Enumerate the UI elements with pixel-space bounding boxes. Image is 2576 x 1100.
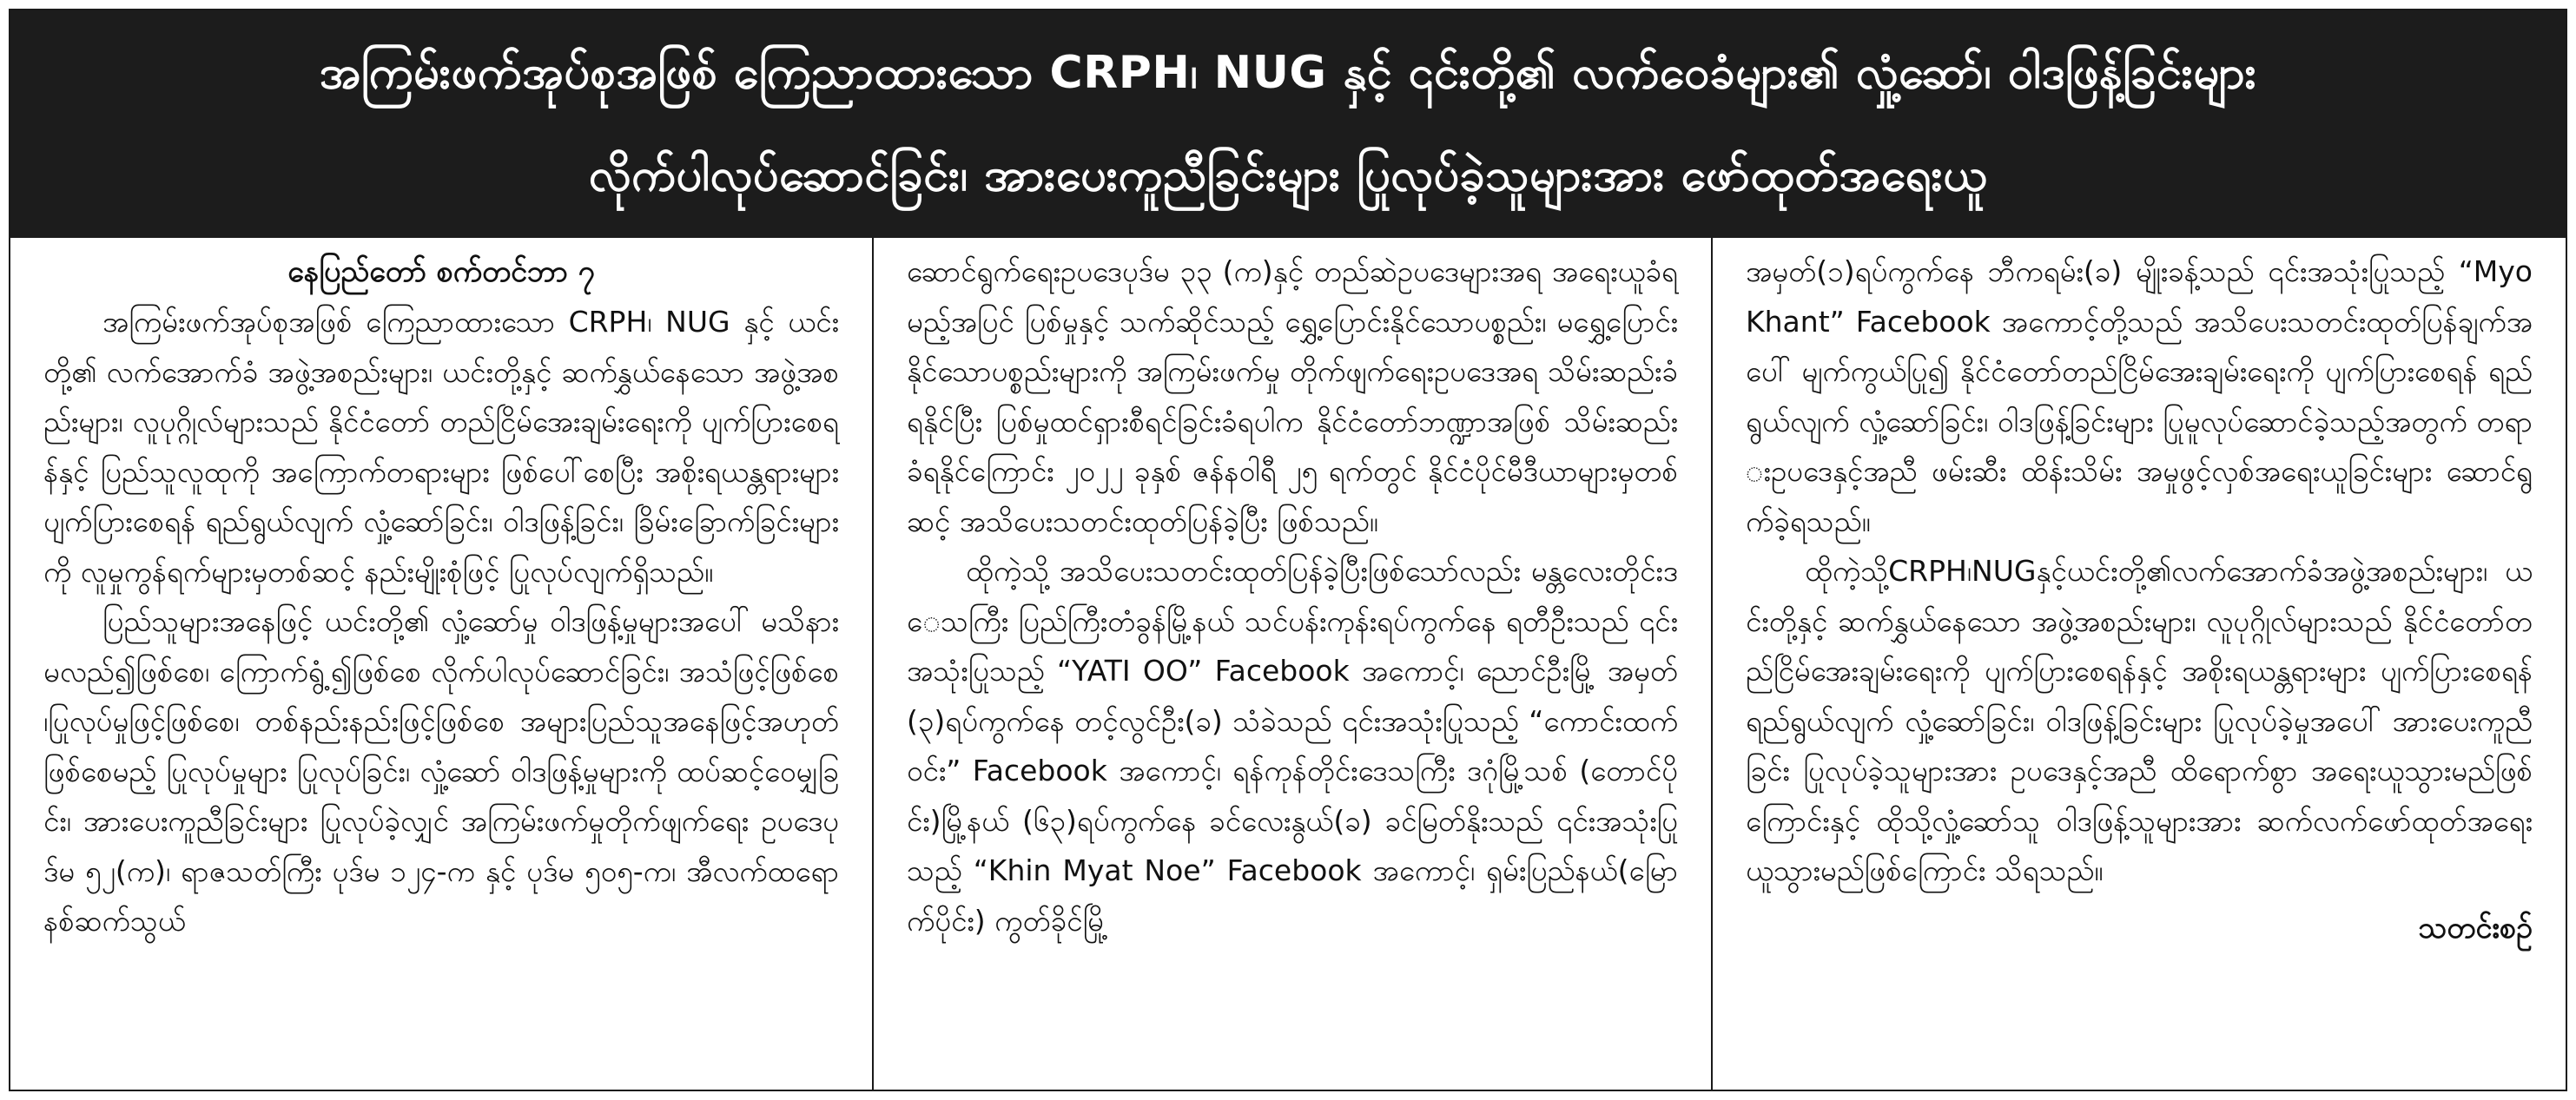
newspaper-clipping <box>9 9 2567 1091</box>
paragraph: ထိုကဲ့သို့ အသိပေးသတင်းထုတ်ပြန်ခဲ့ပြီးဖြစ်သော်လည်း မန္တလေးတိုင်းဒေသကြီး ပြည်ကြီးတံခွန်မြို့နယ် သင်ပန်းကုန်းရပ်ကွက်နေ ရတီဦးသည် ၎င်းအသုံးပြုသည့် “YATI OO” Facebook အကောင့်၊ ညောင်ဦးမြို့ အမှတ်(၃)ရပ်ကွက်နေ တင့်လွင်ဦး(ခ) သံခဲသည် ၎င်းအသုံးပြုသည့် “ကောင်းထက်ဝင်း” Facebook အကောင့်၊ ရန်ကုန်တိုင်းဒေသကြီး ဒဂုံမြို့သစ် (တောင်ပိုင်း)မြို့နယ် (၆၃)ရပ်ကွက်နေ ခင်လေးနွယ်(ခ) ခင်မြတ်နိုးသည် ၎င်းအသုံးပြုသည့် “Khin Myat Noe” Facebook အကောင့်၊ ရှမ်းပြည်နယ်(မြောက်ပိုင်း) ကွတ်ခိုင်မြို့ <box>907 554 1678 938</box>
paragraph-continued: အမှတ်(၁)ရပ်ကွက်နေ ဘီကရမ်း(ခ) မျိုးခန့်သည် ၎င်းအသုံးပြုသည့် “Myo Khant” Facebook အကောင့်တို့သည် အသိပေးသတင်းထုတ်ပြန်ချက်အပေါ် မျက်ကွယ်ပြု၍ နိုင်ငံတော်တည်ငြိမ်အေးချမ်းရေးကို ပျက်ပြားစေရန် ရည်ရွယ်လျက် လှုံ့ဆော်ခြင်း၊ ဝါဒဖြန့်ခြင်းများ ပြုမူလုပ်ဆောင်ခဲ့သည့်အတွက် တရားဥပဒေနှင့်အညီ ဖမ်းဆီး ထိန်းသိမ်း အမှုဖွင့်လှစ်အရေးယူခြင်းများ ဆောင်ရွက်ခဲ့ရသည်။ <box>1746 254 2533 538</box>
article-column-2 <box>872 238 1711 1091</box>
article-body <box>10 238 2566 1091</box>
paragraph: ထိုကဲ့သို့CRPH၊NUGနှင့်ယင်းတို့၏လက်အောက်ခံအဖွဲ့အစည်းများ၊ ယင်းတို့နှင့် ဆက်နွှယ်နေသော အဖွဲ့အစည်းများ၊ လူပုဂ္ဂိုလ်များသည် နိုင်ငံတော်တည်ငြိမ်အေးချမ်းရေးကို ပျက်ပြားစေရန်နှင့် အစိုးရယန္တရားများ ပျက်ပြားစေရန် ရည်ရွယ်လျက် လှုံ့ဆော်ခြင်း၊ ဝါဒဖြန့်ခြင်းများ ပြုလုပ်ခဲ့မှုအပေါ် အားပေးကူညီခြင်း ပြုလုပ်ခဲ့သူများအား ဥပဒေနှင့်အညီ ထိရောက်စွာ အရေးယူသွားမည်ဖြစ်ကြောင်းနှင့် ထိုသို့လှုံ့ဆော်သူ ဝါဒဖြန့်သူများအား ဆက်လက်ဖော်ထုတ်အရေးယူသွားမည်ဖြစ်ကြောင်း သိရသည်။ <box>1746 554 2533 887</box>
headline-line-2: လိုက်ပါလုပ်ဆောင်ခြင်း၊ အားပေးကူညီခြင်းများ ပြုလုပ်ခဲ့သူများအား ဖော်ထုတ်အရေးယူ <box>588 149 1988 201</box>
paragraph: အကြမ်းဖက်အုပ်စုအဖြစ် ကြေညာထားသော CRPH၊ NUG နှင့် ယင်းတို့၏ လက်အောက်ခံ အဖွဲ့အစည်းများ၊ ယင်းတို့နှင့် ဆက်နွှယ်နေသော အဖွဲ့အစည်းများ၊ လူပုဂ္ဂိုလ်များသည် နိုင်ငံတော် တည်ငြိမ်အေးချမ်းရေးကို ပျက်ပြားစေရန်နှင့် ပြည်သူလူထုကို အကြောက်တရားများ ဖြစ်ပေါ်စေပြီး အစိုးရယန္တရားများ ပျက်ပြားစေရန် ရည်ရွယ်လျက် လှုံ့ဆော်ခြင်း၊ ဝါဒဖြန့်ခြင်း၊ ခြိမ်းခြောက်ခြင်းများကို လူမှုကွန်ရက်များမှတစ်ဆင့် နည်းမျိုးစုံဖြင့် ပြုလုပ်လျက်ရှိသည်။ <box>43 305 839 589</box>
headline-banner <box>10 10 2566 238</box>
article-column-3 <box>1711 238 2566 1091</box>
headline-line-1: အကြမ်းဖက်အုပ်စုအဖြစ် ကြေညာထားသော CRPH၊ NUG နှင့် ၎င်းတို့၏ လက်ဝေခံများ၏ လှုံ့ဆော်၊ ဝါဒဖြန့်ခြင်းများ <box>319 47 2257 99</box>
byline: သတင်းစဉ် <box>2418 910 2533 945</box>
paragraph-continued: ဆောင်ရွက်ရေးဥပဒေပုဒ်မ ၃၃ (က)နှင့် တည်ဆဲဥပဒေများအရ အရေးယူခံရမည့်အပြင် ပြစ်မှုနှင့် သက်ဆိုင်သည့် ရွှေ့ပြောင်းနိုင်သောပစ္စည်း၊ မရွှေ့ပြောင်းနိုင်သောပစ္စည်းများကို အကြမ်းဖက်မှု တိုက်ဖျက်ရေးဥပဒေအရ သိမ်းဆည်းခံရနိုင်ပြီး ပြစ်မှုထင်ရှားစီရင်ခြင်းခံရပါက နိုင်ငံတော်ဘဏ္ဍာအဖြစ် သိမ်းဆည်းခံရနိုင်ကြောင်း ၂၀၂၂ ခုနှစ် ဇန်နဝါရီ ၂၅ ရက်တွင် နိုင်ငံပိုင်မီဒီယာများမှတစ်ဆင့် အသိပေးသတင်းထုတ်ပြန်ခဲ့ပြီး ဖြစ်သည်။ <box>907 254 1678 538</box>
article-column-1 <box>10 238 872 1091</box>
dateline: နေပြည်တော် စက်တင်ဘာ ၇ <box>287 254 595 289</box>
paragraph: ပြည်သူများအနေဖြင့် ယင်းတို့၏ လှုံ့ဆော်မှု ဝါဒဖြန့်မှုများအပေါ် မသိနားမလည်၍ဖြစ်စေ၊ ကြောက်ရွံ့၍ဖြစ်စေ လိုက်ပါလုပ်ဆောင်ခြင်း၊ အသံဖြင့်ဖြစ်စေ၊ပြုလုပ်မှုဖြင့်ဖြစ်စေ၊ တစ်နည်းနည်းဖြင့်ဖြစ်စေ အများပြည်သူအနေဖြင့်အဟုတ်ဖြစ်စေမည့် ပြုလုပ်မှုများ ပြုလုပ်ခြင်း၊ လှုံ့ဆော် ဝါဒဖြန့်မှုများကို ထပ်ဆင့်ဝေမျှခြင်း၊ အားပေးကူညီခြင်းများ ပြုလုပ်ခဲ့လျှင် အကြမ်းဖက်မှုတိုက်ဖျက်ရေး ဥပဒေပုဒ်မ ၅၂(က)၊ ရာဇသတ်ကြီး ပုဒ်မ ၁၂၄-က နှင့် ပုဒ်မ ၅၀၅-က၊ အီလက်ထရောနစ်ဆက်သွယ် <box>43 604 839 938</box>
